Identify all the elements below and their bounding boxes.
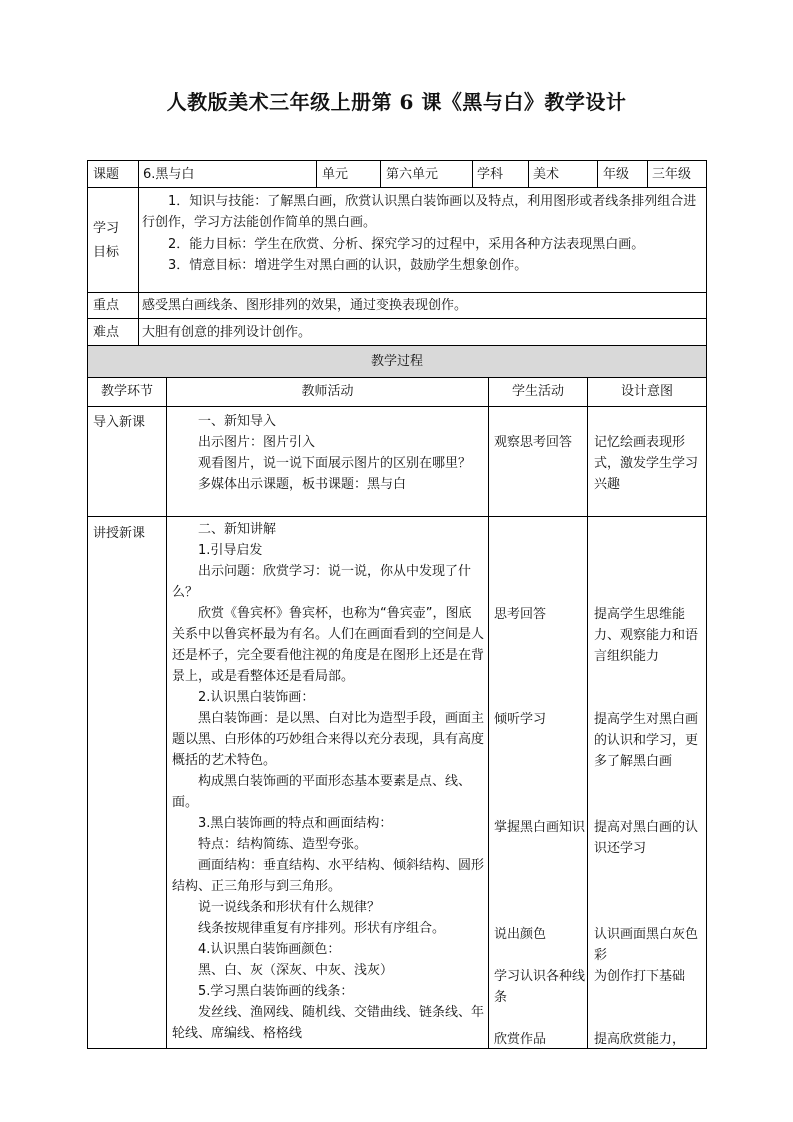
teacher-line: 黑、白、灰（深灰、中灰、浅灰） — [198, 963, 394, 978]
page-title: 人教版美术三年级上册第 6 课《黑与白》教学设计 — [166, 90, 627, 114]
topic-value: 6.黑与白 — [143, 167, 195, 182]
difficulties-label: 难点 — [93, 325, 120, 340]
design-intent: 为创作打下基础 — [594, 969, 686, 984]
lecture-stage: 讲授新课 — [93, 526, 146, 541]
intro-intent: 记忆绘画表现形式，激发学生学习兴趣 — [594, 435, 699, 492]
lecture-teacher — [172, 519, 484, 1047]
design-intent: 提高对黑白画的认识还学习 — [594, 820, 699, 856]
teacher-line: 2.认识黑白装饰画： — [198, 690, 315, 705]
design-intent: 提高学生思维能力、观察能力和语言组织能力 — [594, 607, 699, 664]
process-banner: 教学过程 — [88, 346, 706, 377]
student-activity: 说出颜色 — [494, 927, 547, 942]
teacher-line: 观看图片，说一说下面展示图片的区别在哪里？ — [198, 456, 472, 471]
grade-label: 年级 — [603, 167, 630, 182]
topic-label: 课题 — [93, 167, 120, 182]
header-intent: 设计意图 — [620, 384, 673, 399]
student-activity: 思考回答 — [494, 607, 547, 622]
teacher-line: 4.认识黑白装饰画颜色： — [198, 942, 341, 957]
student-activity: 倾听学习 — [494, 712, 547, 727]
teacher-line: 1.引导启发 — [198, 543, 263, 558]
design-intent: 认识画面黑白灰色彩 — [594, 927, 699, 963]
design-intent: 提高学生对黑白画的认识和学习，更多了解黑白画 — [594, 712, 699, 769]
grade-value: 三年级 — [652, 167, 692, 182]
teacher-line: 黑白装饰画：是以黑、白对比为造型手段，画面主题以黑、白形体的巧妙组合来得以充分表现，具有高度概括的艺术特色。 — [172, 711, 484, 768]
teacher-line: 特点：结构简练、造型夸张。 — [198, 837, 368, 852]
teacher-line: 画面结构：垂直结构、水平结构、倾斜结构、圆形结构、正三角形与到三角形。 — [172, 858, 484, 894]
teacher-line: 欣赏《鲁宾杯》鲁宾杯，也称为“鲁宾壶”，图底关系中以鲁宾杯最为有名。人们在画面看到的空间是人还是杯子，完全要看他注视的角度是在图形上还是在背景上，或是看整体还是看局部。 — [172, 606, 484, 684]
teacher-line: 线条按规律重复有序排列。形状有序组合。 — [198, 921, 446, 936]
student-activity: 欣赏作品 — [494, 1032, 547, 1047]
goal-item: 2．能力目标：学生在欣赏、分析、探究学习的过程中，采用各种方法表现黑白画。 — [168, 237, 645, 252]
teacher-line: 3.黑白装饰画的特点和画面结构： — [198, 816, 393, 831]
subject-value: 美术 — [533, 167, 560, 182]
header-teacher: 教师活动 — [301, 384, 354, 399]
teacher-line: 出示图片：图片引入 — [198, 435, 316, 450]
subject-label: 学科 — [477, 167, 504, 182]
student-activity: 掌握黑白画知识 — [494, 820, 586, 835]
teacher-line: 一、新知导入 — [198, 414, 277, 429]
design-intent: 提高欣赏能力， — [594, 1032, 686, 1047]
unit-value: 第六单元 — [386, 167, 439, 182]
intro-stage: 导入新课 — [93, 415, 146, 430]
unit-label: 单元 — [322, 167, 349, 182]
key-points-text: 感受黑白画线条、图形排列的效果，通过变换表现创作。 — [142, 298, 468, 313]
teacher-line: 发丝线、渔网线、随机线、交错曲线、链条线、年轮线、席编线、格格线 — [172, 1005, 484, 1041]
teacher-line: 出示问题：欣赏学习：说一说，你从中发现了什么？ — [172, 564, 472, 600]
goals-label-2: 目标 — [93, 245, 120, 260]
goal-item: 3．情意目标：增进学生对黑白画的认识，鼓励学生想象创作。 — [168, 258, 528, 273]
teacher-line: 二、新知讲解 — [198, 522, 277, 537]
teacher-line: 构成黑白装饰画的平面形态基本要素是点、线、面。 — [172, 774, 472, 810]
intro-teacher — [172, 411, 484, 495]
intro-student: 观察思考回答 — [494, 435, 573, 450]
goal-item: 1．知识与技能：了解黑白画，欣赏认识黑白装饰画以及特点，利用图形或者线条排列组合进行创作，学习方法能创作简单的黑白画。 — [142, 194, 697, 230]
teacher-line: 说一说线条和形状有什么规律？ — [198, 900, 381, 915]
header-student: 学生活动 — [511, 384, 564, 399]
student-activity: 学习认识各种线条 — [494, 969, 586, 1005]
key-points-label: 重点 — [93, 298, 120, 313]
difficulties-text: 大胆有创意的排列设计创作。 — [142, 325, 312, 340]
goals-list — [142, 191, 704, 276]
teacher-line: 5.学习黑白装饰画的线条： — [198, 984, 354, 999]
teacher-line: 多媒体出示课题，板书课题：黑与白 — [198, 477, 407, 492]
header-stage: 教学环节 — [100, 384, 153, 399]
goals-label-1: 学习 — [93, 221, 120, 236]
